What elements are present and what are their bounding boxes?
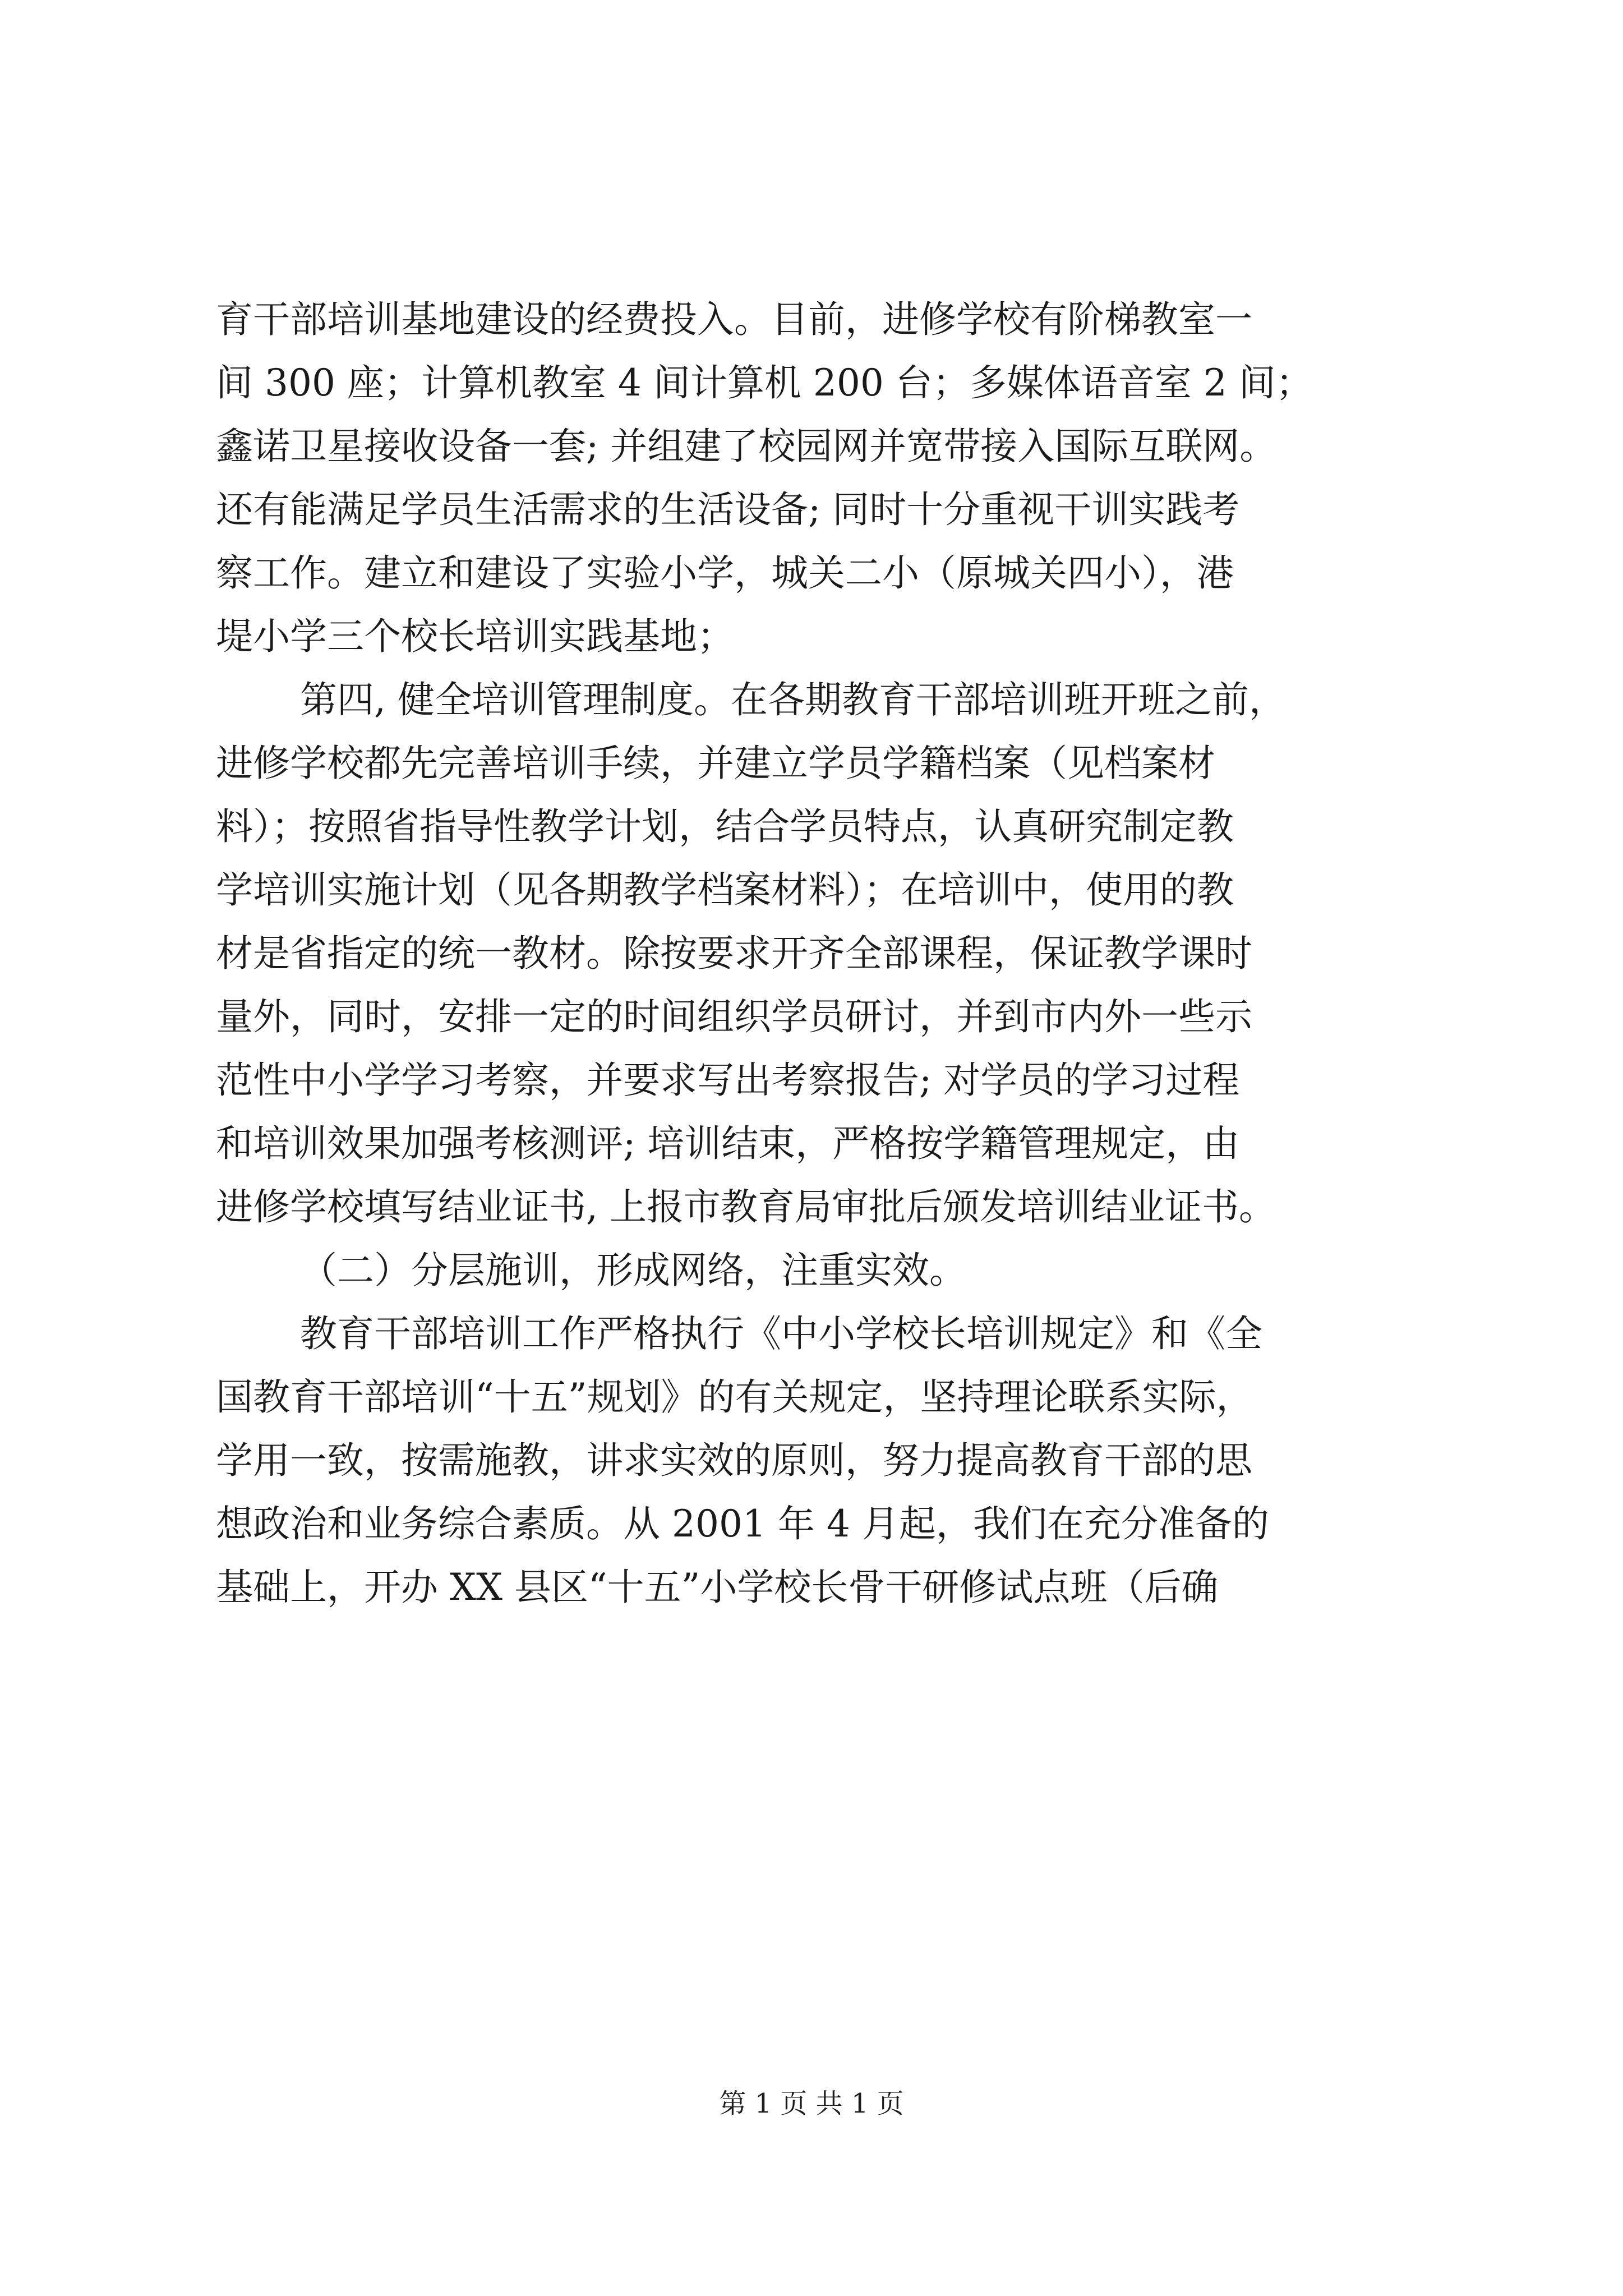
text-line: 国教育干部培训“十五”规划》的有关规定，坚持理论联系实际， [216, 1375, 1253, 1419]
text-line: 学培训实施计划（见各期教学档案材料）；在培训中，使用的教 [216, 868, 1234, 912]
text-line: 范性中小学学习考察，并要求写出考察报告; 对学员的学习过程 [216, 1059, 1240, 1102]
text-line: 鑫诺卫星接收设备一套; 并组建了校园网并宽带接入国际互联网。 [216, 425, 1277, 468]
section-heading: （二）分层施训，形成网络，注重实效。 [300, 1249, 966, 1292]
text-line: 材是省指定的统一教材。除按要求开齐全部课程，保证教学课时 [216, 932, 1252, 975]
text-line: 料）；按照省指导性教学计划，结合学员特点，认真研究制定教 [216, 805, 1234, 848]
text-line: 基础上，开办 XX 县区“十五”小学校长骨干研修试点班（后确 [216, 1566, 1219, 1609]
text-line: 进修学校都先完善培训手续，并建立学员学籍档案（见档案材 [216, 742, 1215, 785]
paragraph-start-line: 教育干部培训工作严格执行《中小学校长培训规定》和《全 [300, 1312, 1262, 1355]
text-line: 量外，同时，安排一定的时间组织学员研讨，并到市内外一些示 [216, 995, 1252, 1038]
text-line: 想政治和业务综合素质。从 2001 年 4 月起，我们在充分准备的 [216, 1502, 1269, 1545]
text-line: 察工作。建立和建设了实验小学，城关二小（原城关四小），港 [216, 551, 1234, 595]
text-line: 和培训效果加强考核测评; 培训结束，严格按学籍管理规定，由 [216, 1122, 1240, 1165]
text-line: 学用一致，按需施教，讲求实效的原则，努力提高教育干部的思 [216, 1439, 1252, 1482]
text-line: 进修学校填写结业证书, 上报市教育局审批后颁发培训结业证书。 [216, 1185, 1276, 1228]
text-line: 间 300 座；计算机教室 4 间计算机 200 台；多媒体语音室 2 间； [216, 361, 1313, 404]
text-line: 堤小学三个校长培训实践基地； [216, 615, 734, 658]
page-footer: 第 1 页 共 1 页 [719, 2088, 904, 2119]
paragraph-start-line: 第四, 健全培训管理制度。在各期教育干部培训班开班之前， [300, 678, 1286, 721]
text-line: 育干部培训基地建设的经费投入。目前，进修学校有阶梯教室一 [216, 298, 1252, 341]
text-line: 还有能满足学员生活需求的生活设备; 同时十分重视干训实践考 [216, 488, 1240, 531]
